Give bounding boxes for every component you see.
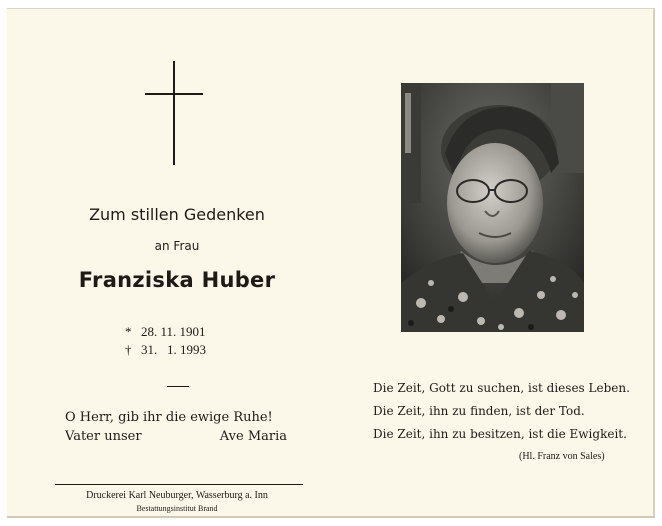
cross-icon: [145, 61, 205, 165]
printer-credit: Druckerei Karl Neuburger, Wasserburg a. Inn: [86, 490, 268, 501]
deceased-name: Franziska Huber: [78, 268, 276, 292]
printer-divider: [55, 484, 303, 485]
quote-line: Die Zeit, Gott zu suchen, ist dieses Leben.: [373, 381, 630, 395]
life-dates: [125, 323, 206, 359]
prayer-our-father: Vater unser: [65, 429, 142, 444]
quote-attribution: (Hl. Franz von Sales): [519, 451, 605, 462]
prayer-line: O Herr, gib ihr die ewige Ruhe!: [65, 410, 273, 425]
prayer-hail-mary: Ave Maria: [219, 429, 287, 444]
memorial-card: [7, 8, 655, 518]
divider-dash: [167, 386, 189, 387]
death-row: [125, 341, 206, 359]
birth-date: 28. 11. 1901: [141, 324, 206, 339]
birth-symbol: *: [125, 324, 132, 339]
name-prefix: an Frau: [154, 239, 200, 253]
prayer-block: [65, 408, 287, 446]
funeral-home: Bestattungsinstitut Brand: [136, 504, 218, 513]
prayer-responses: [65, 427, 287, 446]
portrait-image: [401, 83, 584, 332]
memorial-heading: Zum stillen Gedenken: [89, 205, 265, 224]
quote-line: Die Zeit, ihn zu besitzen, ist die Ewigkeit.: [373, 427, 627, 441]
quote-line: Die Zeit, ihn zu finden, ist der Tod.: [373, 404, 585, 418]
death-symbol: †: [125, 342, 132, 357]
birth-row: [125, 323, 206, 341]
quote-block: [373, 377, 630, 446]
death-date: 31. 1. 1993: [141, 342, 206, 357]
portrait-photo: [401, 83, 584, 332]
